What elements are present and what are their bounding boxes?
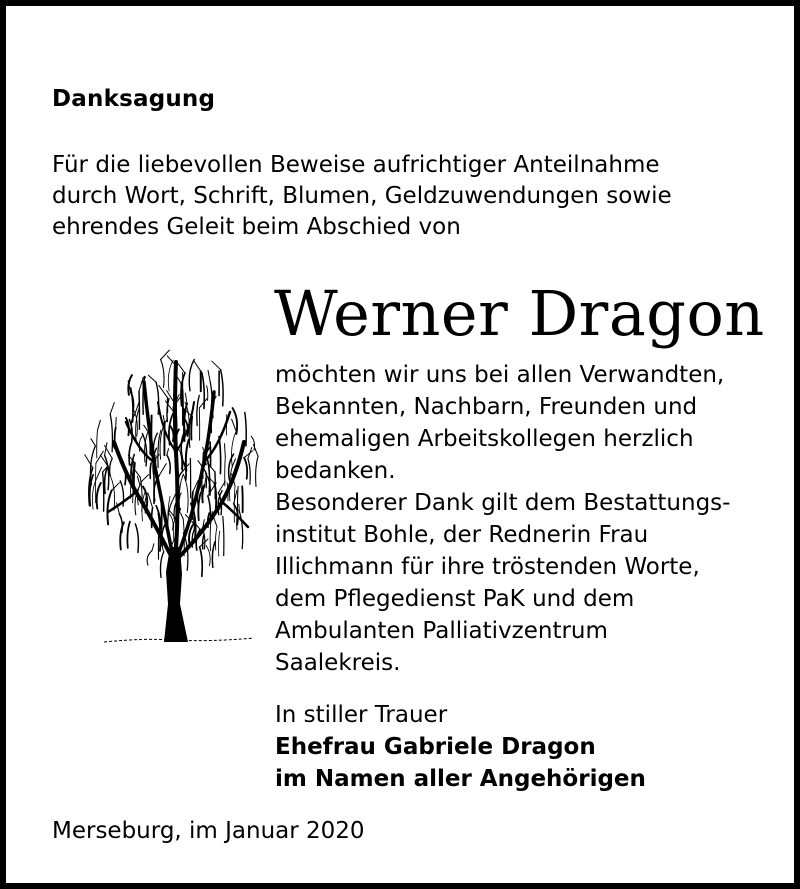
thanks-line: möchten wir uns bei allen Verwandten, <box>275 362 725 388</box>
intro-line: durch Wort, Schrift, Blumen, Geldzuwendungen sowie <box>52 183 672 209</box>
thanks-line: Bekannten, Nachbarn, Freunden und <box>275 394 698 420</box>
thanks-line: Ambulanten Palliativzentrum <box>275 618 608 644</box>
thanks-line: Saalekreis. <box>275 650 401 676</box>
closing-signature <box>275 699 646 795</box>
deceased-name: Werner Dragon <box>274 277 765 350</box>
thanks-line: dem Pflegedienst PaK und dem <box>275 586 635 612</box>
intro-line: ehrendes Geleit beim Abschied von <box>52 214 461 240</box>
weeping-willow-tree-icon <box>84 342 266 652</box>
thanks-line: Illichmann für ihre tröstenden Worte, <box>275 554 700 580</box>
thanks-line: institut Bohle, der Rednerin Frau <box>275 522 649 548</box>
intro-line: Für die liebevollen Beweise aufrichtiger Anteilnahme <box>52 152 660 178</box>
intro-text <box>52 150 672 243</box>
mourner-name: Ehefrau Gabriele Dragon <box>275 734 596 760</box>
mourner-note: im Namen aller Angehörigen <box>275 766 646 792</box>
place-date: Merseburg, im Januar 2020 <box>52 818 365 844</box>
notice-heading: Danksagung <box>52 86 216 112</box>
thanks-line: ehemaligen Arbeitskollegen herzlich <box>275 426 694 452</box>
thanks-line: Besonderer Dank gilt dem Bestattungs- <box>275 490 731 516</box>
thanks-line: bedanken. <box>275 458 396 484</box>
thanks-text <box>275 359 730 679</box>
closing-line: In stiller Trauer <box>275 702 448 728</box>
